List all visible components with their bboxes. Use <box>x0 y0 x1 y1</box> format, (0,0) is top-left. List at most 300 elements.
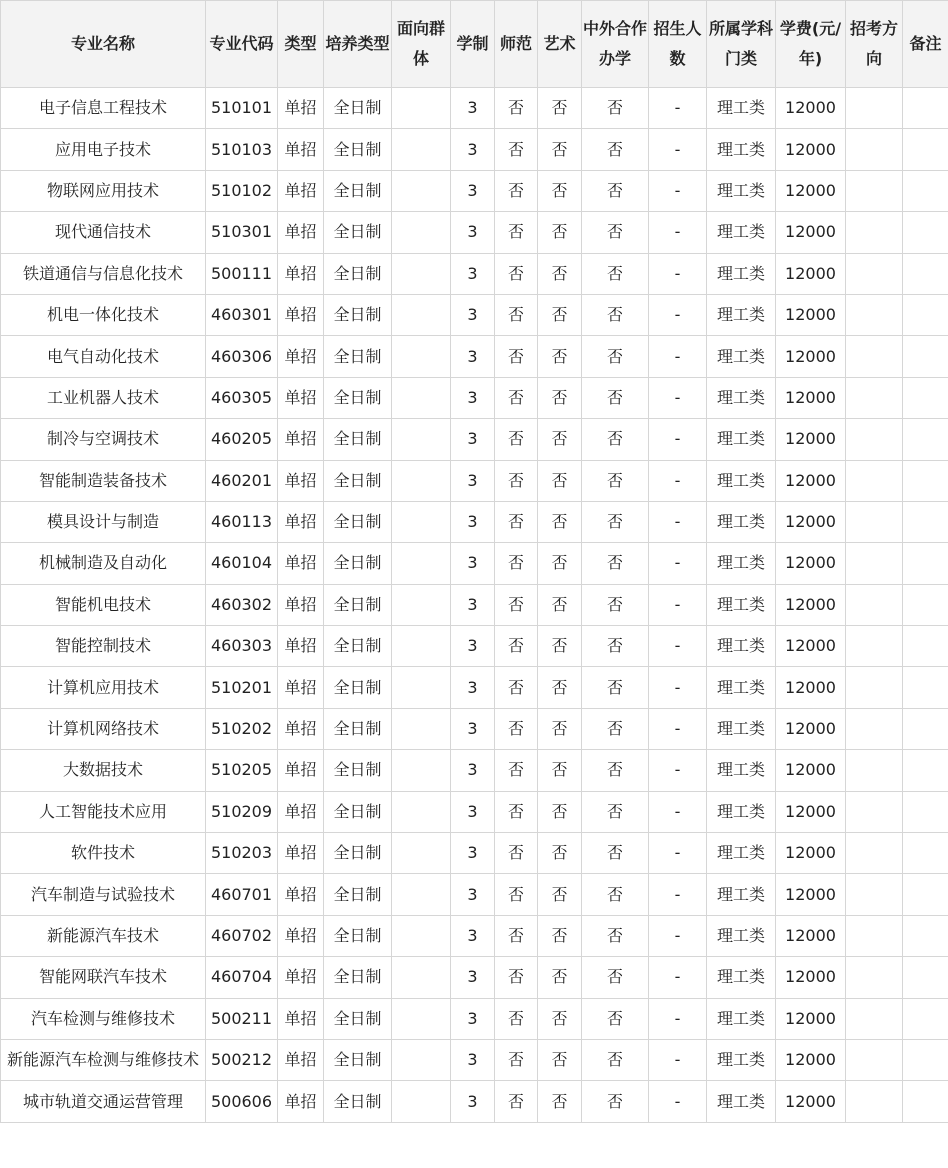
cell-art: 否 <box>538 708 582 749</box>
cell-target-group <box>392 129 451 170</box>
cell-tuition: 12000 <box>776 460 846 501</box>
cell-target-group <box>392 419 451 460</box>
cell-discipline: 理工类 <box>707 88 776 129</box>
cell-duration: 3 <box>451 998 495 1039</box>
cell-type: 单招 <box>278 294 324 335</box>
cell-remarks <box>903 833 948 874</box>
cell-discipline: 理工类 <box>707 833 776 874</box>
cell-type: 单招 <box>278 129 324 170</box>
cell-study-mode: 全日制 <box>324 957 392 998</box>
cell-major-name: 机电一体化技术 <box>1 294 206 335</box>
cell-type: 单招 <box>278 708 324 749</box>
cell-art: 否 <box>538 88 582 129</box>
header-enrollment: 招生人数 <box>649 1 707 88</box>
header-art: 艺术 <box>538 1 582 88</box>
cell-tuition: 12000 <box>776 667 846 708</box>
cell-tuition: 12000 <box>776 419 846 460</box>
header-duration: 学制 <box>451 1 495 88</box>
cell-enrollment: - <box>649 170 707 211</box>
cell-direction <box>846 253 903 294</box>
cell-study-mode: 全日制 <box>324 253 392 294</box>
cell-direction <box>846 833 903 874</box>
cell-remarks <box>903 88 948 129</box>
cell-major-name: 机械制造及自动化 <box>1 543 206 584</box>
cell-target-group <box>392 626 451 667</box>
cell-duration: 3 <box>451 419 495 460</box>
cell-study-mode: 全日制 <box>324 584 392 625</box>
cell-tuition: 12000 <box>776 212 846 253</box>
cell-major-code: 510205 <box>206 750 278 791</box>
cell-target-group <box>392 1039 451 1080</box>
cell-major-name: 现代通信技术 <box>1 212 206 253</box>
cell-major-name: 智能制造装备技术 <box>1 460 206 501</box>
cell-target-group <box>392 377 451 418</box>
cell-art: 否 <box>538 212 582 253</box>
cell-remarks <box>903 170 948 211</box>
cell-direction <box>846 874 903 915</box>
cell-target-group <box>392 915 451 956</box>
table-row <box>1 626 948 667</box>
cell-remarks <box>903 336 948 377</box>
cell-tuition: 12000 <box>776 129 846 170</box>
table-row <box>1 750 948 791</box>
table-row <box>1 1039 948 1080</box>
table-row <box>1 543 948 584</box>
cell-target-group <box>392 460 451 501</box>
cell-type: 单招 <box>278 170 324 211</box>
cell-remarks <box>903 212 948 253</box>
cell-type: 单招 <box>278 88 324 129</box>
cell-type: 单招 <box>278 833 324 874</box>
cell-type: 单招 <box>278 750 324 791</box>
cell-discipline: 理工类 <box>707 543 776 584</box>
cell-type: 单招 <box>278 915 324 956</box>
cell-target-group <box>392 336 451 377</box>
cell-study-mode: 全日制 <box>324 998 392 1039</box>
cell-type: 单招 <box>278 460 324 501</box>
cell-duration: 3 <box>451 88 495 129</box>
cell-teacher-training: 否 <box>495 874 538 915</box>
cell-enrollment: - <box>649 626 707 667</box>
cell-major-code: 510209 <box>206 791 278 832</box>
cell-enrollment: - <box>649 874 707 915</box>
cell-study-mode: 全日制 <box>324 626 392 667</box>
cell-art: 否 <box>538 543 582 584</box>
table-row <box>1 294 948 335</box>
cell-direction <box>846 88 903 129</box>
cell-major-code: 460201 <box>206 460 278 501</box>
cell-enrollment: - <box>649 129 707 170</box>
cell-study-mode: 全日制 <box>324 170 392 211</box>
table-row <box>1 1081 948 1122</box>
cell-discipline: 理工类 <box>707 750 776 791</box>
cell-art: 否 <box>538 833 582 874</box>
header-major-code: 专业代码 <box>206 1 278 88</box>
cell-sino-foreign: 否 <box>582 129 649 170</box>
cell-tuition: 12000 <box>776 626 846 667</box>
cell-duration: 3 <box>451 626 495 667</box>
cell-type: 单招 <box>278 212 324 253</box>
cell-duration: 3 <box>451 336 495 377</box>
cell-target-group <box>392 874 451 915</box>
cell-remarks <box>903 419 948 460</box>
cell-art: 否 <box>538 419 582 460</box>
table-row <box>1 88 948 129</box>
cell-remarks <box>903 915 948 956</box>
header-remarks: 备注 <box>903 1 948 88</box>
cell-study-mode: 全日制 <box>324 501 392 542</box>
cell-tuition: 12000 <box>776 874 846 915</box>
cell-tuition: 12000 <box>776 501 846 542</box>
cell-major-code: 510301 <box>206 212 278 253</box>
header-direction: 招考方向 <box>846 1 903 88</box>
cell-remarks <box>903 584 948 625</box>
cell-major-name: 人工智能技术应用 <box>1 791 206 832</box>
cell-remarks <box>903 791 948 832</box>
cell-direction <box>846 336 903 377</box>
cell-art: 否 <box>538 791 582 832</box>
cell-study-mode: 全日制 <box>324 212 392 253</box>
cell-discipline: 理工类 <box>707 336 776 377</box>
cell-duration: 3 <box>451 212 495 253</box>
cell-teacher-training: 否 <box>495 957 538 998</box>
cell-remarks <box>903 501 948 542</box>
cell-enrollment: - <box>649 460 707 501</box>
cell-direction <box>846 543 903 584</box>
cell-discipline: 理工类 <box>707 460 776 501</box>
cell-art: 否 <box>538 874 582 915</box>
header-sino-foreign: 中外合作办学 <box>582 1 649 88</box>
cell-major-code: 500111 <box>206 253 278 294</box>
cell-art: 否 <box>538 294 582 335</box>
cell-type: 单招 <box>278 543 324 584</box>
table-header <box>1 1 948 88</box>
table-row <box>1 253 948 294</box>
cell-teacher-training: 否 <box>495 212 538 253</box>
cell-target-group <box>392 294 451 335</box>
cell-major-name: 电气自动化技术 <box>1 336 206 377</box>
cell-duration: 3 <box>451 543 495 584</box>
cell-study-mode: 全日制 <box>324 377 392 418</box>
cell-major-code: 460704 <box>206 957 278 998</box>
cell-enrollment: - <box>649 915 707 956</box>
cell-direction <box>846 791 903 832</box>
cell-type: 单招 <box>278 667 324 708</box>
cell-discipline: 理工类 <box>707 874 776 915</box>
cell-duration: 3 <box>451 170 495 211</box>
cell-major-name: 模具设计与制造 <box>1 501 206 542</box>
cell-duration: 3 <box>451 791 495 832</box>
cell-study-mode: 全日制 <box>324 543 392 584</box>
cell-teacher-training: 否 <box>495 1039 538 1080</box>
cell-remarks <box>903 377 948 418</box>
cell-enrollment: - <box>649 750 707 791</box>
cell-study-mode: 全日制 <box>324 129 392 170</box>
cell-discipline: 理工类 <box>707 626 776 667</box>
cell-discipline: 理工类 <box>707 957 776 998</box>
cell-study-mode: 全日制 <box>324 915 392 956</box>
cell-major-name: 计算机网络技术 <box>1 708 206 749</box>
table-row <box>1 998 948 1039</box>
cell-teacher-training: 否 <box>495 915 538 956</box>
cell-enrollment: - <box>649 212 707 253</box>
cell-target-group <box>392 88 451 129</box>
cell-remarks <box>903 1039 948 1080</box>
cell-major-name: 新能源汽车技术 <box>1 915 206 956</box>
cell-discipline: 理工类 <box>707 1039 776 1080</box>
cell-duration: 3 <box>451 294 495 335</box>
cell-discipline: 理工类 <box>707 584 776 625</box>
cell-study-mode: 全日制 <box>324 294 392 335</box>
cell-enrollment: - <box>649 294 707 335</box>
cell-teacher-training: 否 <box>495 791 538 832</box>
cell-type: 单招 <box>278 957 324 998</box>
cell-study-mode: 全日制 <box>324 460 392 501</box>
cell-tuition: 12000 <box>776 750 846 791</box>
cell-tuition: 12000 <box>776 294 846 335</box>
cell-direction <box>846 1081 903 1122</box>
table-row <box>1 915 948 956</box>
cell-remarks <box>903 1081 948 1122</box>
cell-teacher-training: 否 <box>495 543 538 584</box>
cell-sino-foreign: 否 <box>582 336 649 377</box>
cell-study-mode: 全日制 <box>324 750 392 791</box>
cell-duration: 3 <box>451 1039 495 1080</box>
cell-discipline: 理工类 <box>707 377 776 418</box>
cell-direction <box>846 998 903 1039</box>
cell-teacher-training: 否 <box>495 88 538 129</box>
cell-sino-foreign: 否 <box>582 750 649 791</box>
cell-remarks <box>903 667 948 708</box>
cell-major-name: 智能机电技术 <box>1 584 206 625</box>
cell-sino-foreign: 否 <box>582 791 649 832</box>
cell-discipline: 理工类 <box>707 129 776 170</box>
cell-direction <box>846 460 903 501</box>
cell-major-code: 500211 <box>206 998 278 1039</box>
cell-major-code: 460205 <box>206 419 278 460</box>
cell-art: 否 <box>538 998 582 1039</box>
header-major-name: 专业名称 <box>1 1 206 88</box>
cell-enrollment: - <box>649 1039 707 1080</box>
cell-major-name: 汽车检测与维修技术 <box>1 998 206 1039</box>
cell-direction <box>846 129 903 170</box>
cell-remarks <box>903 253 948 294</box>
cell-sino-foreign: 否 <box>582 543 649 584</box>
cell-teacher-training: 否 <box>495 708 538 749</box>
cell-sino-foreign: 否 <box>582 833 649 874</box>
cell-duration: 3 <box>451 584 495 625</box>
cell-direction <box>846 626 903 667</box>
cell-target-group <box>392 501 451 542</box>
table-row <box>1 336 948 377</box>
cell-remarks <box>903 460 948 501</box>
cell-type: 单招 <box>278 1039 324 1080</box>
cell-study-mode: 全日制 <box>324 419 392 460</box>
cell-remarks <box>903 998 948 1039</box>
cell-teacher-training: 否 <box>495 129 538 170</box>
cell-remarks <box>903 874 948 915</box>
cell-duration: 3 <box>451 253 495 294</box>
cell-discipline: 理工类 <box>707 170 776 211</box>
cell-duration: 3 <box>451 501 495 542</box>
cell-art: 否 <box>538 915 582 956</box>
cell-type: 单招 <box>278 336 324 377</box>
cell-remarks <box>903 750 948 791</box>
header-discipline: 所属学科门类 <box>707 1 776 88</box>
cell-study-mode: 全日制 <box>324 336 392 377</box>
cell-type: 单招 <box>278 419 324 460</box>
cell-major-name: 工业机器人技术 <box>1 377 206 418</box>
cell-major-name: 新能源汽车检测与维修技术 <box>1 1039 206 1080</box>
cell-duration: 3 <box>451 874 495 915</box>
cell-teacher-training: 否 <box>495 667 538 708</box>
cell-sino-foreign: 否 <box>582 212 649 253</box>
cell-remarks <box>903 626 948 667</box>
cell-enrollment: - <box>649 791 707 832</box>
cell-sino-foreign: 否 <box>582 915 649 956</box>
cell-major-name: 计算机应用技术 <box>1 667 206 708</box>
cell-duration: 3 <box>451 667 495 708</box>
table-row <box>1 170 948 211</box>
cell-discipline: 理工类 <box>707 1081 776 1122</box>
cell-tuition: 12000 <box>776 791 846 832</box>
cell-type: 单招 <box>278 377 324 418</box>
cell-teacher-training: 否 <box>495 253 538 294</box>
cell-tuition: 12000 <box>776 1081 846 1122</box>
cell-target-group <box>392 1081 451 1122</box>
cell-sino-foreign: 否 <box>582 377 649 418</box>
cell-target-group <box>392 170 451 211</box>
cell-study-mode: 全日制 <box>324 791 392 832</box>
header-teacher-training: 师范 <box>495 1 538 88</box>
cell-tuition: 12000 <box>776 998 846 1039</box>
cell-direction <box>846 957 903 998</box>
cell-art: 否 <box>538 957 582 998</box>
cell-tuition: 12000 <box>776 708 846 749</box>
cell-duration: 3 <box>451 377 495 418</box>
cell-sino-foreign: 否 <box>582 957 649 998</box>
header-tuition: 学费(元/年) <box>776 1 846 88</box>
cell-major-name: 智能控制技术 <box>1 626 206 667</box>
cell-art: 否 <box>538 460 582 501</box>
table-row <box>1 377 948 418</box>
header-target-group: 面向群体 <box>392 1 451 88</box>
table-row <box>1 129 948 170</box>
cell-study-mode: 全日制 <box>324 88 392 129</box>
cell-teacher-training: 否 <box>495 336 538 377</box>
cell-major-code: 460306 <box>206 336 278 377</box>
cell-remarks <box>903 129 948 170</box>
cell-study-mode: 全日制 <box>324 874 392 915</box>
cell-teacher-training: 否 <box>495 833 538 874</box>
cell-teacher-training: 否 <box>495 170 538 211</box>
cell-duration: 3 <box>451 833 495 874</box>
cell-sino-foreign: 否 <box>582 626 649 667</box>
cell-target-group <box>392 667 451 708</box>
cell-target-group <box>392 708 451 749</box>
cell-target-group <box>392 584 451 625</box>
cell-enrollment: - <box>649 377 707 418</box>
cell-enrollment: - <box>649 543 707 584</box>
cell-enrollment: - <box>649 1081 707 1122</box>
cell-discipline: 理工类 <box>707 501 776 542</box>
cell-tuition: 12000 <box>776 88 846 129</box>
table-row <box>1 874 948 915</box>
cell-sino-foreign: 否 <box>582 88 649 129</box>
cell-enrollment: - <box>649 667 707 708</box>
cell-direction <box>846 212 903 253</box>
cell-type: 单招 <box>278 584 324 625</box>
cell-direction <box>846 750 903 791</box>
cell-art: 否 <box>538 1081 582 1122</box>
cell-study-mode: 全日制 <box>324 833 392 874</box>
cell-enrollment: - <box>649 584 707 625</box>
table-row <box>1 833 948 874</box>
table-row <box>1 584 948 625</box>
cell-tuition: 12000 <box>776 833 846 874</box>
cell-sino-foreign: 否 <box>582 998 649 1039</box>
table-row <box>1 791 948 832</box>
cell-major-code: 460305 <box>206 377 278 418</box>
cell-type: 单招 <box>278 1081 324 1122</box>
cell-tuition: 12000 <box>776 543 846 584</box>
cell-teacher-training: 否 <box>495 1081 538 1122</box>
cell-direction <box>846 915 903 956</box>
cell-major-name: 智能网联汽车技术 <box>1 957 206 998</box>
cell-type: 单招 <box>278 791 324 832</box>
cell-art: 否 <box>538 253 582 294</box>
cell-major-code: 460701 <box>206 874 278 915</box>
cell-target-group <box>392 957 451 998</box>
cell-tuition: 12000 <box>776 915 846 956</box>
cell-major-name: 铁道通信与信息化技术 <box>1 253 206 294</box>
cell-enrollment: - <box>649 88 707 129</box>
cell-tuition: 12000 <box>776 170 846 211</box>
cell-enrollment: - <box>649 336 707 377</box>
cell-art: 否 <box>538 377 582 418</box>
cell-enrollment: - <box>649 708 707 749</box>
cell-discipline: 理工类 <box>707 915 776 956</box>
cell-sino-foreign: 否 <box>582 253 649 294</box>
cell-study-mode: 全日制 <box>324 708 392 749</box>
cell-discipline: 理工类 <box>707 294 776 335</box>
cell-major-code: 460301 <box>206 294 278 335</box>
table-row <box>1 708 948 749</box>
cell-tuition: 12000 <box>776 336 846 377</box>
cell-duration: 3 <box>451 915 495 956</box>
cell-major-code: 510101 <box>206 88 278 129</box>
cell-major-code: 500606 <box>206 1081 278 1122</box>
cell-tuition: 12000 <box>776 584 846 625</box>
cell-art: 否 <box>538 1039 582 1080</box>
cell-type: 单招 <box>278 874 324 915</box>
cell-teacher-training: 否 <box>495 750 538 791</box>
cell-major-code: 460302 <box>206 584 278 625</box>
table-row <box>1 419 948 460</box>
cell-study-mode: 全日制 <box>324 1039 392 1080</box>
cell-direction <box>846 419 903 460</box>
cell-major-name: 软件技术 <box>1 833 206 874</box>
cell-discipline: 理工类 <box>707 253 776 294</box>
cell-major-name: 大数据技术 <box>1 750 206 791</box>
cell-target-group <box>392 253 451 294</box>
cell-teacher-training: 否 <box>495 377 538 418</box>
cell-study-mode: 全日制 <box>324 1081 392 1122</box>
cell-discipline: 理工类 <box>707 791 776 832</box>
cell-major-code: 510202 <box>206 708 278 749</box>
cell-sino-foreign: 否 <box>582 708 649 749</box>
cell-art: 否 <box>538 626 582 667</box>
